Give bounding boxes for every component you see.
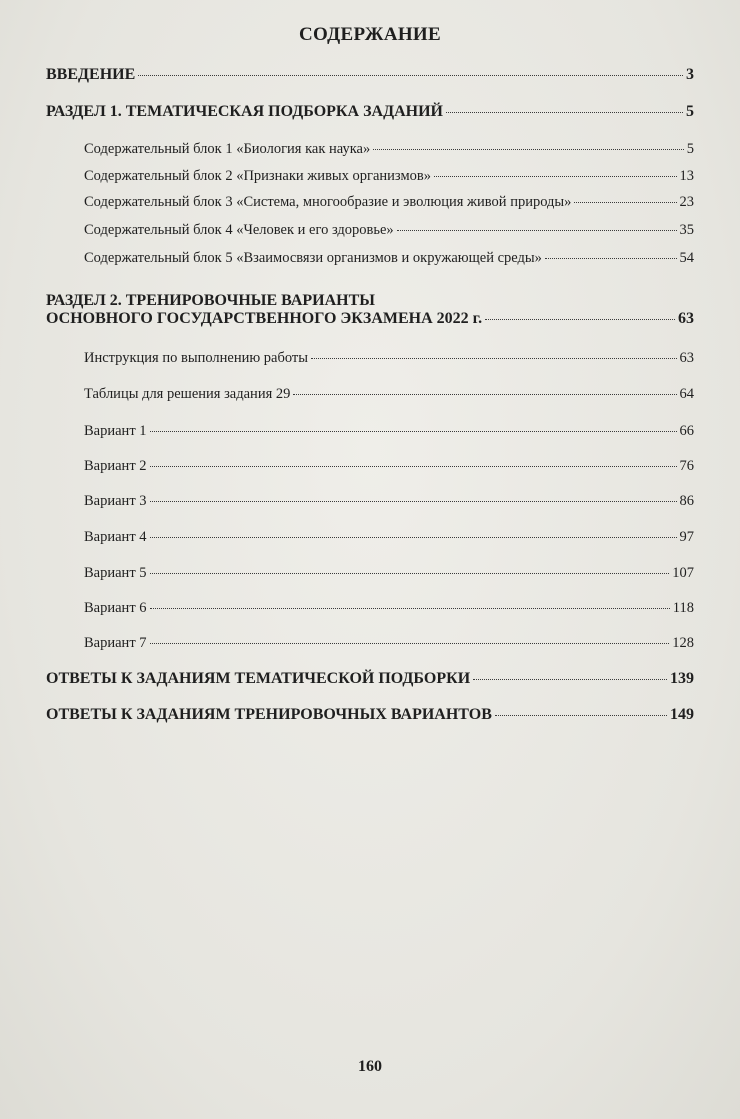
toc-page-number: 63 (679, 350, 694, 366)
toc-page-number: 107 (672, 565, 694, 581)
toc-page-number: 23 (679, 194, 694, 210)
toc-page-number: 64 (679, 386, 694, 402)
toc-entry-variant-5 (84, 565, 694, 582)
toc-label: Инструкция по выполнению работы (84, 350, 308, 366)
dot-leader (150, 537, 677, 538)
toc-entry-instructions (84, 350, 694, 367)
toc-page-number: 66 (679, 423, 694, 439)
page-title: СОДЕРЖАНИЕ (299, 24, 441, 45)
toc-label: Вариант 5 (84, 565, 147, 581)
toc-label: ОТВЕТЫ К ЗАДАНИЯМ ТЕМАТИЧЕСКОЙ ПОДБОРКИ (46, 670, 471, 687)
toc-entry-block-2 (84, 168, 694, 185)
toc-label: РАЗДЕЛ 1. ТЕМАТИЧЕСКАЯ ПОДБОРКА ЗАДАНИЙ (46, 103, 443, 120)
dot-leader (311, 358, 677, 359)
toc-label: Вариант 7 (84, 635, 147, 651)
toc-entry-block-3 (84, 194, 694, 211)
dot-leader (495, 715, 667, 716)
toc-entry-intro (46, 66, 694, 84)
dot-leader (150, 501, 677, 502)
toc-entry-tables (84, 386, 694, 403)
toc-label: Таблицы для решения задания 29 (84, 386, 291, 402)
toc-entry-variant-3 (84, 493, 694, 510)
toc-label: Вариант 4 (84, 529, 147, 545)
toc-entry-variant-7 (84, 635, 694, 652)
dot-leader (446, 112, 683, 113)
toc-entry-block-5 (84, 250, 694, 267)
toc-label: Вариант 6 (84, 600, 147, 616)
toc-entry-variant-1 (84, 423, 694, 440)
toc-entry-variant-6 (84, 600, 694, 617)
toc-label: Содержательный блок 5 «Взаимосвязи организмов и окружающей среды» (84, 250, 542, 266)
dot-leader (373, 149, 684, 150)
toc-entry-answers-training (46, 706, 694, 724)
toc-page-number: 3 (686, 66, 694, 83)
toc-entry-variant-4 (84, 529, 694, 546)
toc-page-number: 86 (679, 493, 694, 509)
toc-page-number: 63 (678, 310, 694, 327)
toc-page-number: 35 (679, 222, 694, 238)
toc-page-number: 5 (686, 103, 694, 120)
toc-label: Содержательный блок 1 «Биология как наука» (84, 141, 371, 157)
toc-entry-variant-2 (84, 458, 694, 475)
toc-page-number: 149 (670, 706, 694, 723)
toc-label: Вариант 2 (84, 458, 147, 474)
dot-leader (150, 643, 670, 644)
page-number: 160 (358, 1058, 382, 1075)
toc-page-number: 128 (672, 635, 694, 651)
toc-label: Вариант 3 (84, 493, 147, 509)
dot-leader (434, 176, 677, 177)
dot-leader (473, 679, 667, 680)
dot-leader (485, 319, 675, 320)
dot-leader (150, 608, 670, 609)
dot-leader (150, 466, 677, 467)
toc-label: ОТВЕТЫ К ЗАДАНИЯМ ТРЕНИРОВОЧНЫХ ВАРИАНТОВ (46, 706, 492, 723)
toc-page-number: 97 (679, 529, 694, 545)
toc-entry-answers-thematic (46, 670, 694, 688)
toc-page-number: 54 (679, 250, 694, 266)
toc-entry-section-1 (46, 103, 694, 121)
toc-entry-section-2 (46, 292, 694, 328)
toc-page-number: 139 (670, 670, 694, 687)
dot-leader (293, 394, 676, 395)
dot-leader (397, 230, 677, 231)
toc-entry-block-1 (84, 141, 694, 158)
toc-label: Содержательный блок 4 «Человек и его здоровье» (84, 222, 394, 238)
dot-leader (545, 258, 677, 259)
toc-label: Содержательный блок 3 «Система, многообразие и эволюция живой природы» (84, 194, 572, 210)
dot-leader (138, 75, 683, 76)
toc-label-line-1: РАЗДЕЛ 2. ТРЕНИРОВОЧНЫЕ ВАРИАНТЫ (46, 292, 375, 309)
dot-leader (150, 431, 677, 432)
toc-page-number: 13 (679, 168, 694, 184)
toc-label: Содержательный блок 2 «Признаки живых организмов» (84, 168, 431, 184)
dot-leader (574, 202, 676, 203)
dot-leader (150, 573, 670, 574)
toc-label-line-2: ОСНОВНОГО ГОСУДАРСТВЕННОГО ЭКЗАМЕНА 2022 г. (46, 310, 483, 327)
toc-label: ВВЕДЕНИЕ (46, 66, 136, 83)
toc-page-number: 118 (672, 600, 694, 616)
toc-label: Вариант 1 (84, 423, 147, 439)
toc-page-number: 5 (686, 141, 694, 157)
toc-entry-block-4 (84, 222, 694, 239)
toc-page-number: 76 (679, 458, 694, 474)
